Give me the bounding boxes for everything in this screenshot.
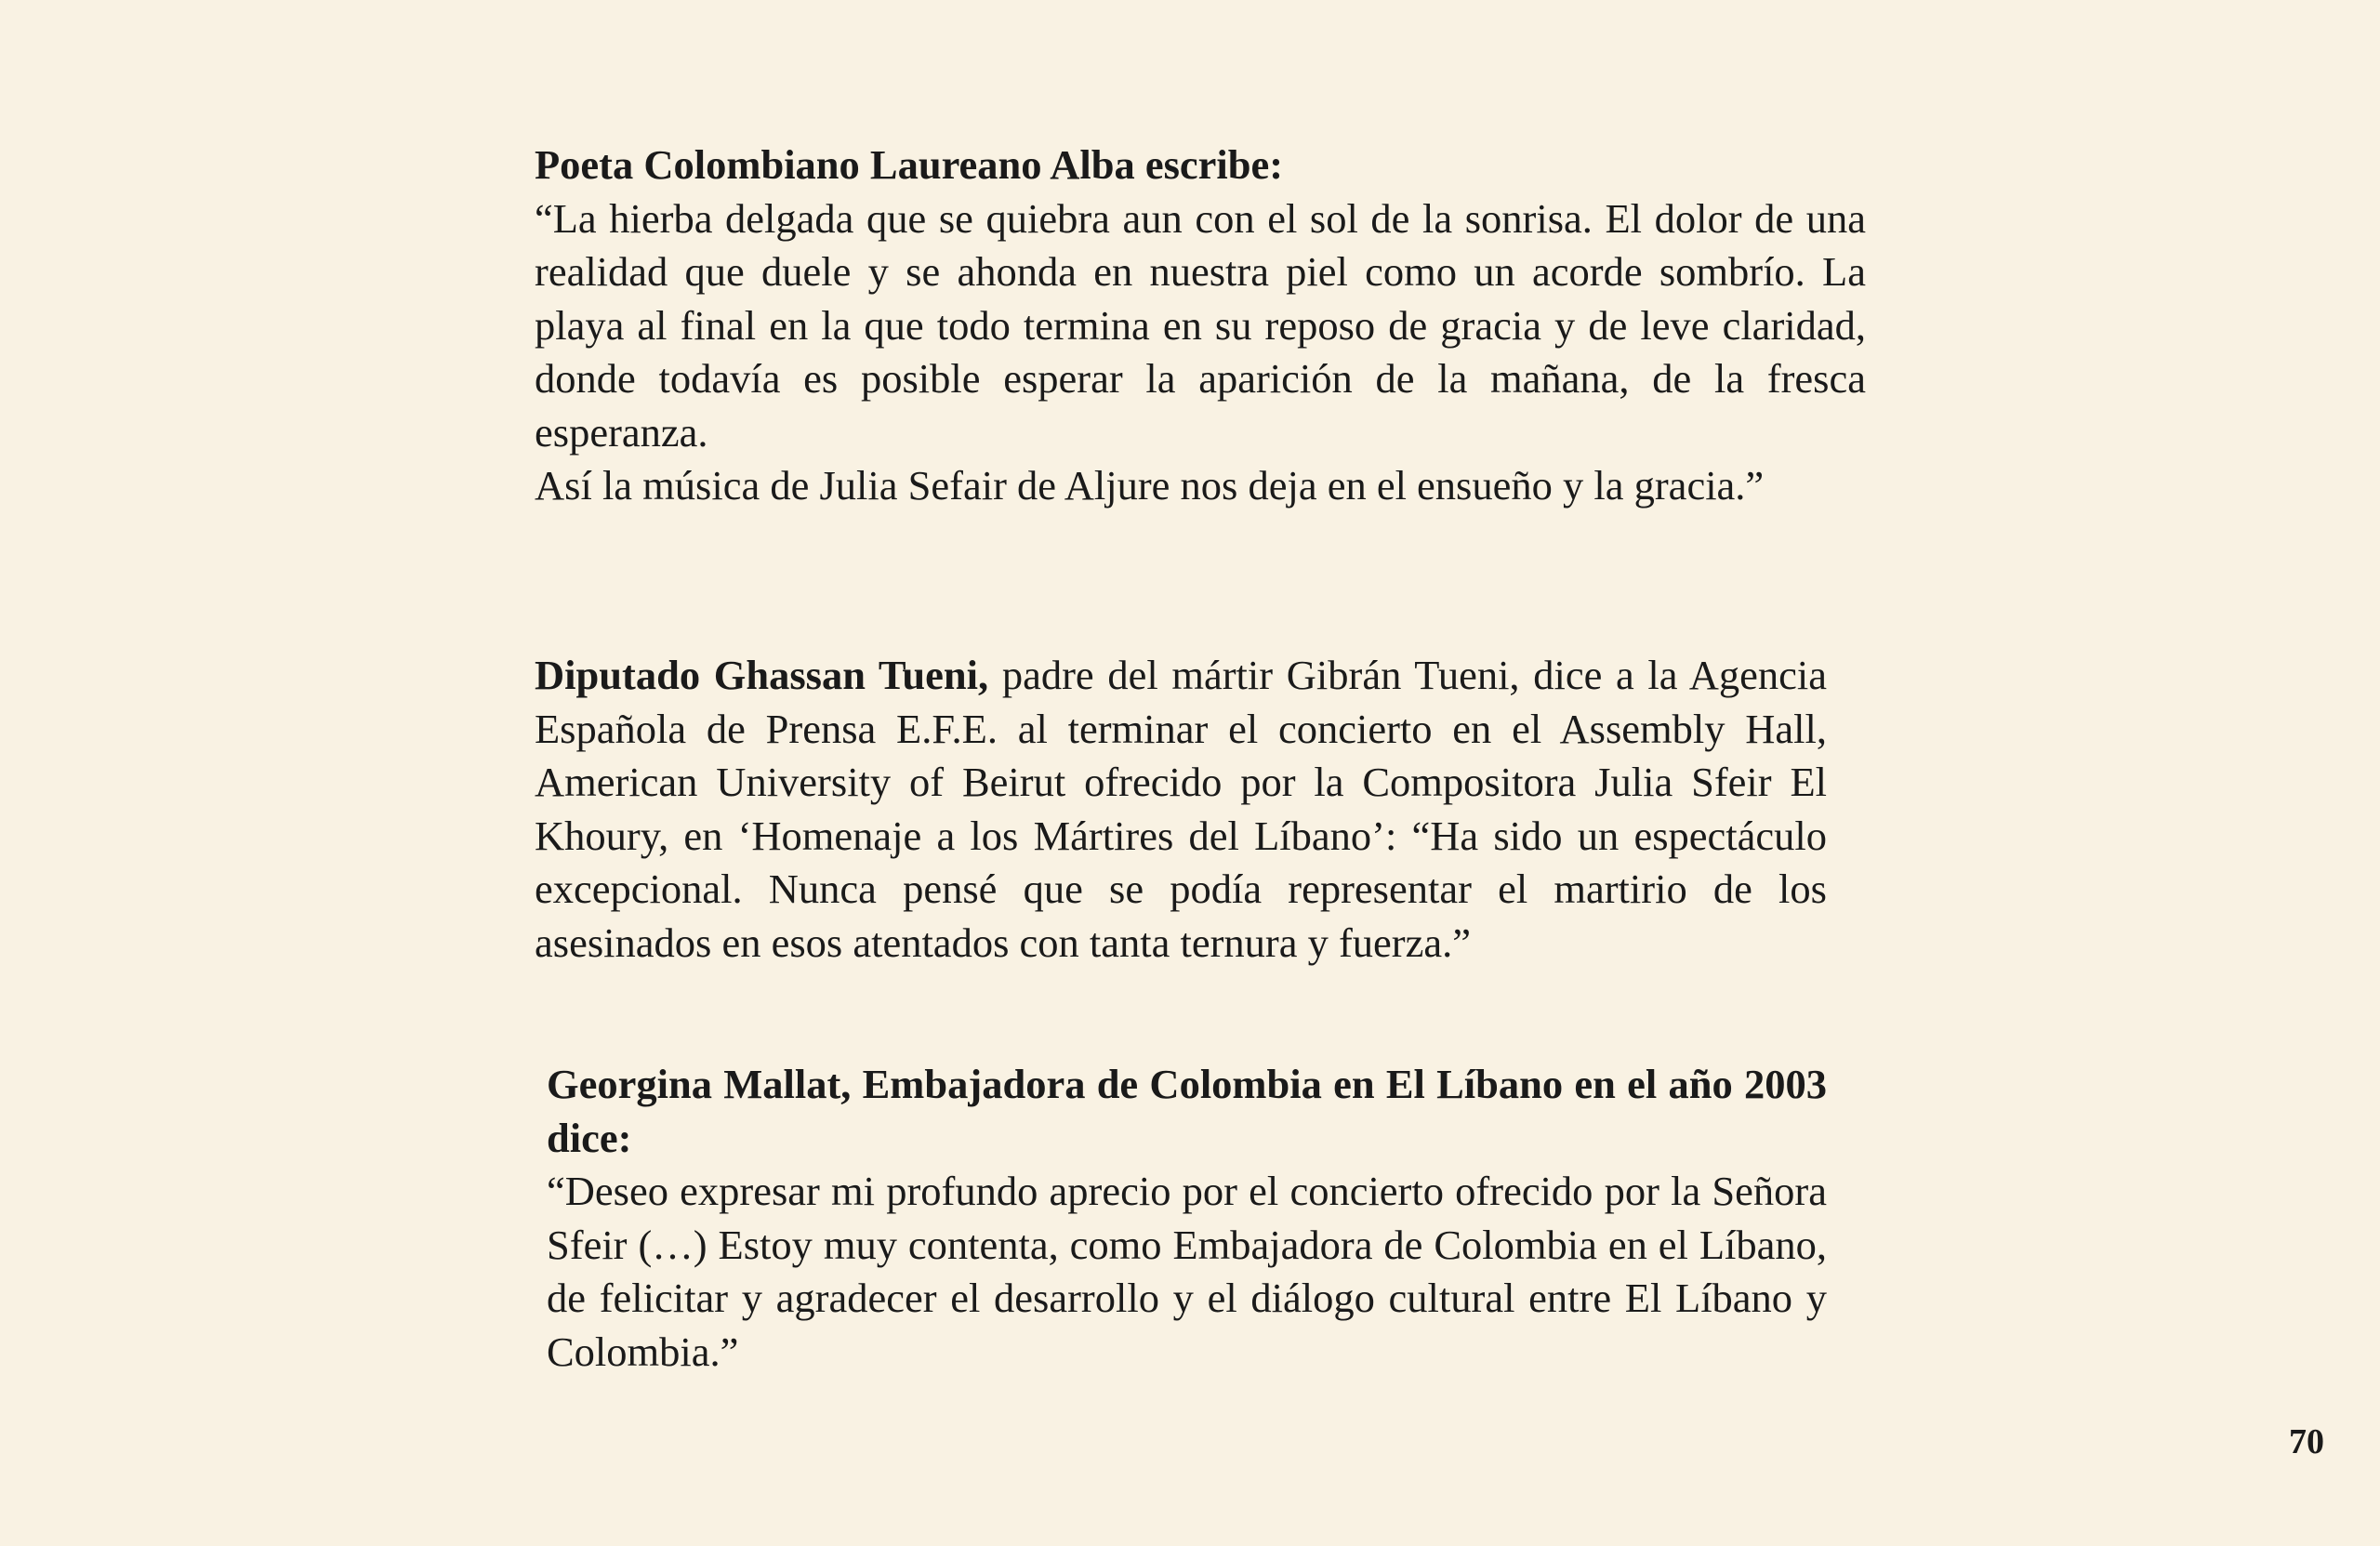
quote-block-ghassan-tueni	[535, 649, 1827, 970]
quote-paragraph: “Deseo expresar mi profundo aprecio por el concierto ofrecido por la Señora Sfeir (…) Estoy muy contenta, como Embajadora de Colombia en el Líbano, de felicitar y agradecer el desarrollo y el diálogo cultural entre El Líbano y Colombia.”	[547, 1168, 1827, 1375]
quote-lead: Diputado Ghassan Tueni,	[535, 652, 989, 698]
quote-paragraph: “La hierba delgada que se quiebra aun con el sol de la sonrisa. El dolor de una realidad que duele y se ahonda en nuestra piel como un acorde sombrío. La playa al final en la que todo termina en su reposo de gracia y de leve claridad, donde todavía es posible esperar la aparición de la mañana, de la fresca esperanza.	[535, 194, 1866, 456]
quote-block-laureano-alba	[535, 139, 1866, 513]
quote-closing: Así la música de Julia Sefair de Aljure nos deja en el ensueño y la gracia.”	[535, 462, 1765, 509]
quote-text: padre del mártir Gibrán Tueni, dice a la Agencia Española de Prensa E.F.E. al terminar el concierto en el Assembly Hall, American University of Beirut ofrecido por la Compositora Julia Sfeir El Khoury, en ‘Homenaje a los Mártires del Líbano’: “Ha sido un espectáculo excepcional. Nunca pensé que se podía representar el martirio de los asesinados en esos atentados con tanta ternura y fuerza.”	[535, 652, 1828, 966]
page-number: 70	[2289, 1422, 2324, 1461]
quote-paragraph	[535, 649, 1827, 970]
quote-block-georgina-mallat	[547, 1058, 1827, 1379]
quote-heading: Poeta Colombiano Laureano Alba escribe:	[535, 141, 1284, 188]
quote-heading: Georgina Mallat, Embajadora de Colombia en El Líbano en el año 2003 dice:	[547, 1061, 1827, 1161]
